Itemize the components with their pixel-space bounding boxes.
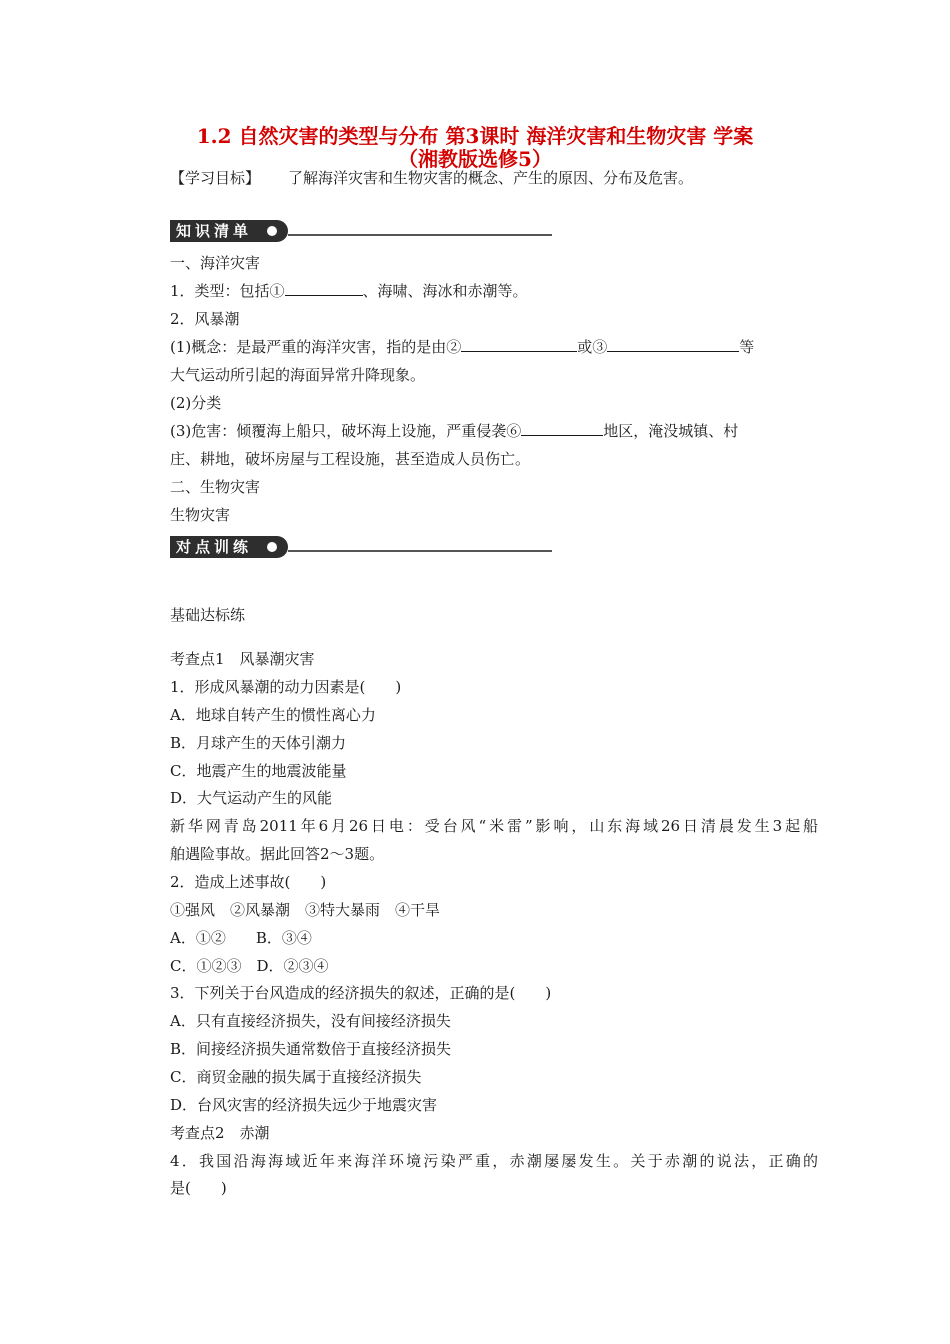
question-2: 2．造成上述事故( ): [170, 873, 327, 891]
harm-line: (3)危害：倾覆海上船只，破坏海上设施，严重侵袭⑥ 地区，淹没城镇、村: [170, 422, 739, 440]
classification-line: (2)分类: [170, 394, 222, 412]
checkpoint-1: 考查点1 风暴潮灾害: [170, 650, 315, 668]
basic-practice-heading: 基础达标练: [170, 606, 246, 624]
question-4-line-1: 4．我国沿海海域近年来海洋环境污染严重，赤潮屡屡发生。关于赤潮的说法，正确的: [170, 1152, 818, 1170]
document-subtitle: （湘教版选修5）: [398, 147, 552, 171]
option-3b: B．间接经济损失通常数倍于直接经济损失: [170, 1040, 452, 1058]
news-passage-line-2: 舶遇险事故。据此回答2～3题。: [170, 845, 385, 863]
blank-3[interactable]: [607, 336, 739, 352]
blank-1[interactable]: [285, 280, 363, 296]
question-4-line-2: 是( ): [170, 1179, 227, 1197]
harm-line-2: 庄、耕地，破坏房屋与工程设施，甚至造成人员伤亡。: [170, 450, 531, 468]
option-1c: C．地震产生的地震波能量: [170, 762, 347, 780]
objective-text: 了解海洋灾害和生物灾害的概念、产生的原因、分布及危害。: [288, 169, 694, 187]
section-header-knowledge: [170, 220, 552, 242]
option-1a: A．地球自转产生的惯性离心力: [170, 706, 376, 724]
question-1: 1．形成风暴潮的动力因素是( ): [170, 678, 402, 696]
question-3: 3．下列关于台风造成的经济损失的叙述，正确的是( ): [170, 984, 552, 1002]
blank-2[interactable]: [461, 336, 577, 352]
section-tag: 知识清单: [170, 220, 288, 242]
option-3a: A．只有直接经济损失，没有间接经济损失: [170, 1012, 451, 1030]
concept-line-2: 大气运动所引起的海面异常升降现象。: [170, 366, 426, 384]
heading-marine-disasters: 一、海洋灾害: [170, 254, 261, 272]
news-passage-line-1: 新华网青岛2011年6月26日电：受台风“米雷”影响，山东海域26日清晨发生3起船: [170, 817, 818, 835]
heading-biological-disasters: 二、生物灾害: [170, 478, 261, 496]
bullet-dot-icon: [267, 226, 277, 236]
section-divider: [288, 234, 552, 236]
bullet-dot-icon: [267, 542, 277, 552]
option-2cd: C．①②③ D．②③④: [170, 957, 329, 975]
concept-line: (1)概念：是最严重的海洋灾害，指的是由② 或③ 等: [170, 338, 755, 356]
question-2-items: ①强风 ②风暴潮 ③特大暴雨 ④干旱: [170, 901, 441, 919]
section-divider: [288, 550, 552, 552]
biological-disaster-line: 生物灾害: [170, 506, 231, 524]
objective-label: 【学习目标】: [170, 169, 261, 187]
blank-6[interactable]: [521, 420, 603, 436]
option-2ab: A．①② B．③④: [170, 929, 312, 947]
option-1b: B．月球产生的天体引潮力: [170, 734, 347, 752]
section-tag: 对点训练: [170, 536, 288, 558]
heading-storm-surge: 2．风暴潮: [170, 310, 240, 328]
option-3d: D．台风灾害的经济损失远少于地震灾害: [170, 1096, 438, 1114]
learning-objective: [170, 164, 818, 192]
document-title: 1.2 自然灾害的类型与分布 第3课时 海洋灾害和生物灾害 学案: [196, 124, 754, 148]
option-1d: D．大气运动产生的风能: [170, 789, 333, 807]
type-line: 1．类型：包括① 、海啸、海冰和赤潮等。: [170, 282, 528, 300]
checkpoint-2: 考查点2 赤潮: [170, 1124, 270, 1142]
option-3c: C．商贸金融的损失属于直接经济损失: [170, 1068, 422, 1086]
section-header-practice: [170, 536, 552, 558]
